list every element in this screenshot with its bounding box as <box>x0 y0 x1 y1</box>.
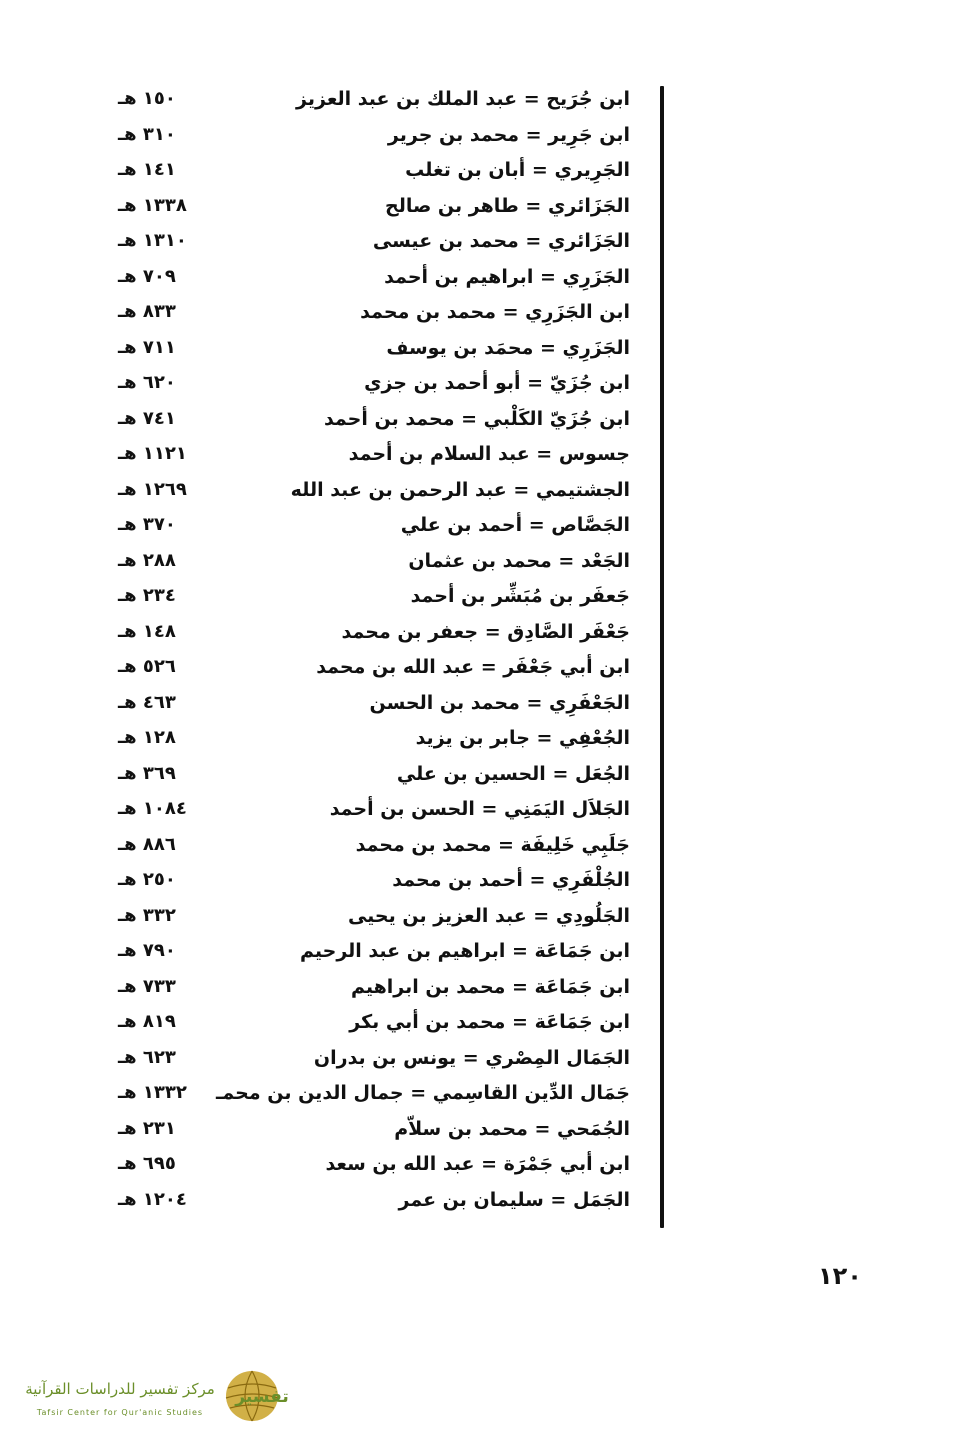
entry-row <box>0 1007 975 1037</box>
entry-row <box>0 1149 975 1179</box>
entry-year: ١٤١ هـ <box>118 159 176 180</box>
entry-row <box>0 120 975 150</box>
entry-name: ابن أبي جَمْرَة = عبد الله بن سعد <box>325 1153 630 1175</box>
entry-row <box>0 439 975 469</box>
entry-year: ٦٩٥ هـ <box>118 1153 176 1174</box>
entry-row <box>0 688 975 718</box>
entry-year: ١١٢١ هـ <box>118 443 187 464</box>
page-number: ١٢٠ <box>818 1262 862 1290</box>
entry-year: ١٢٦٩ هـ <box>118 478 187 500</box>
entry-row <box>0 297 975 327</box>
entry-year: ٢٨٨ هـ <box>118 549 176 571</box>
entry-name: ابن جَمَاعَة = ابراهيم بن عبد الرحيم <box>300 940 630 962</box>
entry-name: ابن أبي جَعْفَر = عبد الله بن محمد <box>316 656 630 678</box>
entry-year: ١٠٨٤ هـ <box>118 798 187 819</box>
entry-name: الجَزَائري = محمد بن عيسى <box>372 230 630 252</box>
entry-year: ٨٨٦ هـ <box>118 833 176 855</box>
entry-name: ابن جُرَيح = عبد الملك بن عبد العزيز <box>296 88 630 110</box>
entry-name: الجُعَل = الحسين بن علي <box>396 762 630 785</box>
entry-name: جَعْفَر الصَّادِق = جعفر بن محمد <box>341 620 630 643</box>
entry-year: ١٢٠٤ هـ <box>118 1188 187 1210</box>
entry-year: ٤٦٣ هـ <box>118 691 176 713</box>
entry-name: الجَصَّاص = أحمد بن علي <box>400 514 630 536</box>
entry-name: الجَعْفَرِي = محمد بن الحسن <box>369 691 630 714</box>
entry-row <box>0 1043 975 1073</box>
entry-row <box>0 794 975 824</box>
entry-row <box>0 759 975 789</box>
entry-year: ٧٣٣ هـ <box>118 975 176 997</box>
entry-row <box>0 901 975 931</box>
entry-row <box>0 936 975 966</box>
entry-year: ١٣٣٨ هـ <box>118 194 187 216</box>
entry-name: الجَعْد = محمد بن عثمان <box>408 549 630 572</box>
entry-name: الجَزَرِي = ابراهيم بن أحمد <box>384 265 630 288</box>
entry-name: ابن جُزَيّ = أبو أحمد بن جزي <box>364 372 630 394</box>
entry-year: ٧٩٠ هـ <box>118 940 176 961</box>
entry-year: ٨٣٣ هـ <box>118 301 176 322</box>
entry-name: ابن جَمَاعَة = محمد بن أبي بكر <box>349 1011 630 1033</box>
entry-year: ١٤٨ هـ <box>118 620 176 642</box>
entry-row <box>0 510 975 540</box>
entry-year: ٧٠٩ هـ <box>118 265 176 287</box>
entry-name: ابن الجَزَرِي = محمد بن محمد <box>360 301 630 323</box>
logo-arabic-text: مركز تفسير للدراسات القرآنية <box>25 1380 215 1398</box>
entry-name: الجَمَل = سليمان بن عمر <box>398 1188 630 1211</box>
entry-year: ٦٢٣ هـ <box>118 1046 176 1068</box>
entry-name: الجَزَائري = طاهر بن صالح <box>385 194 630 217</box>
entry-year: ٧١١ هـ <box>118 336 176 358</box>
entry-year: ١٣١٠ هـ <box>118 230 187 251</box>
publisher-logo <box>14 1366 294 1426</box>
entry-row <box>0 84 975 114</box>
entry-name: الجَرِيري = أبان بن تغلب <box>405 159 630 181</box>
entry-name: الجشتيمي = عبد الرحمن بن عبد الله <box>290 478 630 501</box>
entry-row <box>0 226 975 256</box>
entry-year: ٣٦٩ هـ <box>118 762 176 784</box>
entry-row <box>0 404 975 434</box>
entry-year: ٣٧٠ هـ <box>118 514 176 535</box>
entry-row <box>0 155 975 185</box>
entry-name: ابن جَرِير = محمد بن جرير <box>387 123 630 146</box>
entry-row <box>0 617 975 647</box>
entry-row <box>0 1114 975 1144</box>
entry-name: جَعفَر بن مُبَشِّر بن أحمد <box>410 585 630 607</box>
entry-year: ٢٣٤ هـ <box>118 585 176 606</box>
entry-row <box>0 865 975 895</box>
entry-name: الجَلاَل اليَمَنِي = الحسن بن أحمد <box>329 798 630 820</box>
entry-row <box>0 652 975 682</box>
entry-name: ابن جُزَيّ الكَلْبي = محمد بن أحمد <box>323 407 630 430</box>
entry-name: الجَمَال المِصْري = يونس بن بدران <box>313 1046 630 1069</box>
entry-name: جسوس = عبد السلام بن أحمد <box>348 443 630 465</box>
entry-row <box>0 972 975 1002</box>
entry-year: ٧٤١ هـ <box>118 407 176 429</box>
entry-year: ٢٣١ هـ <box>118 1117 176 1139</box>
entry-name: ابن جَمَاعَة = محمد بن ابراهيم <box>350 975 630 998</box>
entry-row <box>0 191 975 221</box>
entry-name: الجُعْفِي = جابر بن يزيد <box>415 727 630 749</box>
entry-row <box>0 723 975 753</box>
entry-row <box>0 581 975 611</box>
entry-year: ٨١٩ هـ <box>118 1011 176 1032</box>
entry-name: جَمَال الدِّين القاسِمي = جمال الدين بن محمـ <box>215 1082 630 1104</box>
entry-name: جَلَبِي خَلِيفَة = محمد بن محمد <box>355 833 630 856</box>
entry-year: ١٥٠ هـ <box>118 88 176 109</box>
entry-year: ٦٢٠ هـ <box>118 372 176 393</box>
entry-year: ٣١٠ هـ <box>118 123 176 145</box>
logo-word: تفسير <box>235 1387 289 1407</box>
entry-name: الجَزَرِي = محمَد بن يوسف <box>386 336 630 359</box>
entry-row <box>0 333 975 363</box>
entry-name: الجُمَحي = محمد بن سلاّم <box>394 1117 630 1140</box>
entry-row <box>0 1185 975 1215</box>
entry-row <box>0 475 975 505</box>
entry-row <box>0 368 975 398</box>
entry-year: ٥٢٦ هـ <box>118 656 176 677</box>
globe-icon <box>222 1368 294 1424</box>
entry-year: ١٣٣٢ هـ <box>118 1082 187 1103</box>
entry-name: الجَلُودِي = عبد العزيز بن يحيى <box>347 904 630 927</box>
entry-year: ٢٥٠ هـ <box>118 869 176 890</box>
entry-row <box>0 546 975 576</box>
entry-row <box>0 1078 975 1108</box>
entry-year: ٣٣٢ هـ <box>118 904 176 926</box>
entry-name: الجُلْفَرِي = أحمد بن محمد <box>392 869 630 891</box>
logo-english-text: Tafsir Center for Qur'anic Studies <box>36 1408 204 1417</box>
entry-year: ١٢٨ هـ <box>118 727 176 748</box>
entry-row <box>0 830 975 860</box>
entry-row <box>0 262 975 292</box>
